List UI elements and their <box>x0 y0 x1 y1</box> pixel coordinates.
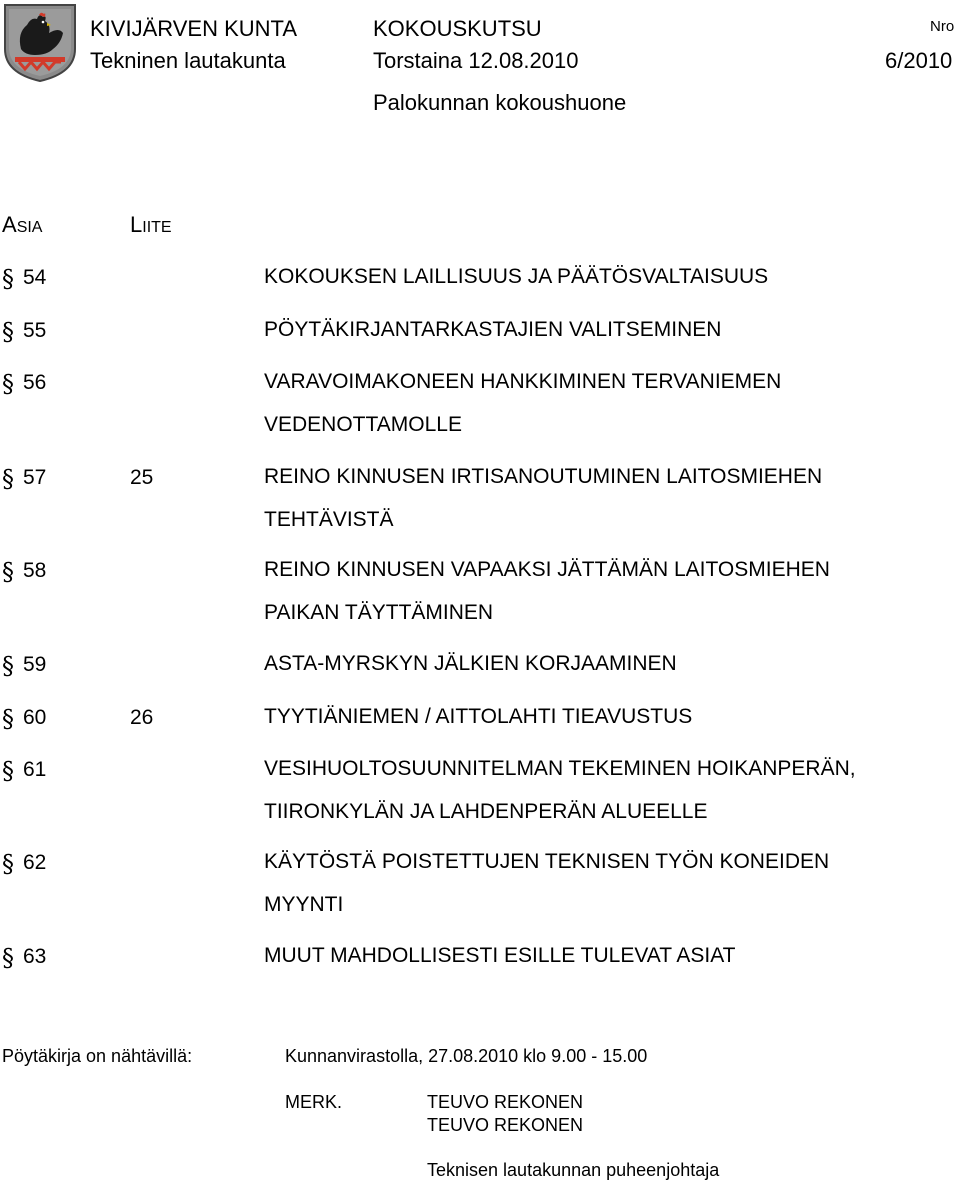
item-title: KOKOUKSEN LAILLISUUS JA PÄÄTÖSVALTAISUUS <box>264 265 769 288</box>
column-heading-liite: LIITE <box>130 212 172 237</box>
item-number: 61 <box>23 758 47 781</box>
meeting-date: Torstaina 12.08.2010 <box>373 48 579 73</box>
item-title: ASTA-MYRSKYN JÄLKIEN KORJAAMINEN <box>264 652 677 675</box>
nro-label: Nro <box>930 18 955 35</box>
item-title: TYYTIÄNIEMEN / AITTOLAHTI TIEAVUSTUS <box>264 705 693 728</box>
item-title: REINO KINNUSEN IRTISANOUTUMINEN LAITOSMIEHEN TEHTÄVISTÄ <box>264 465 823 531</box>
signer-name: TEUVO REKONEN <box>427 1092 584 1112</box>
item-number: 62 <box>23 851 47 874</box>
item-title: VARAVOIMAKONEEN HANKKIMINEN TERVANIEMEN VEDENOTTAMOLLE <box>264 370 782 436</box>
item-title: KÄYTÖSTÄ POISTETTUJEN TEKNISEN TYÖN KONEIDEN MYYNTI <box>264 850 830 916</box>
signer-name-repeat: TEUVO REKONEN <box>427 1115 584 1135</box>
column-heading-asia: ASIA <box>2 212 43 237</box>
item-number: 56 <box>23 371 47 394</box>
section-symbol: § <box>2 370 14 398</box>
item-number: 54 <box>23 266 47 289</box>
section-symbol: § <box>2 850 14 878</box>
availability-label: Pöytäkirja on nähtävillä: <box>2 1046 193 1066</box>
section-symbol: § <box>2 652 14 680</box>
merk-label: MERK. <box>285 1092 343 1112</box>
item-number: 58 <box>23 559 47 582</box>
item-title: VESIHUOLTOSUUNNITELMAN TEKEMINEN HOIKANPERÄN, TIIRONKYLÄN JA LAHDENPERÄN ALUEELLE <box>264 757 856 823</box>
item-attachment: 25 <box>130 466 154 489</box>
item-number: 63 <box>23 945 47 968</box>
section-symbol: § <box>2 265 14 293</box>
municipality-name: KIVIJÄRVEN KUNTA <box>90 16 298 41</box>
meeting-number: 6/2010 <box>885 48 953 73</box>
meeting-location: Palokunnan kokoushuone <box>373 90 627 115</box>
section-symbol: § <box>2 705 14 733</box>
signer-role: Teknisen lautakunnan puheenjohtaja <box>427 1160 720 1180</box>
board-name: Tekninen lautakunta <box>90 48 286 73</box>
item-title: REINO KINNUSEN VAPAAKSI JÄTTÄMÄN LAITOSMIEHEN PAIKAN TÄYTTÄMINEN <box>264 558 830 624</box>
document-type: KOKOUSKUTSU <box>373 16 542 41</box>
section-symbol: § <box>2 944 14 972</box>
item-number: 55 <box>23 319 47 342</box>
section-symbol: § <box>2 465 14 493</box>
item-title: PÖYTÄKIRJANTARKASTAJIEN VALITSEMINEN <box>264 318 722 341</box>
section-symbol: § <box>2 558 14 586</box>
item-number: 60 <box>23 706 47 729</box>
item-attachment: 26 <box>130 706 154 729</box>
municipal-crest-icon <box>3 3 77 83</box>
item-number: 59 <box>23 653 47 676</box>
section-symbol: § <box>2 318 14 346</box>
availability-value: Kunnanvirastolla, 27.08.2010 klo 9.00 - 15.00 <box>285 1046 648 1066</box>
item-number: 57 <box>23 466 47 489</box>
item-title: MUUT MAHDOLLISESTI ESILLE TULEVAT ASIAT <box>264 944 736 967</box>
section-symbol: § <box>2 757 14 785</box>
